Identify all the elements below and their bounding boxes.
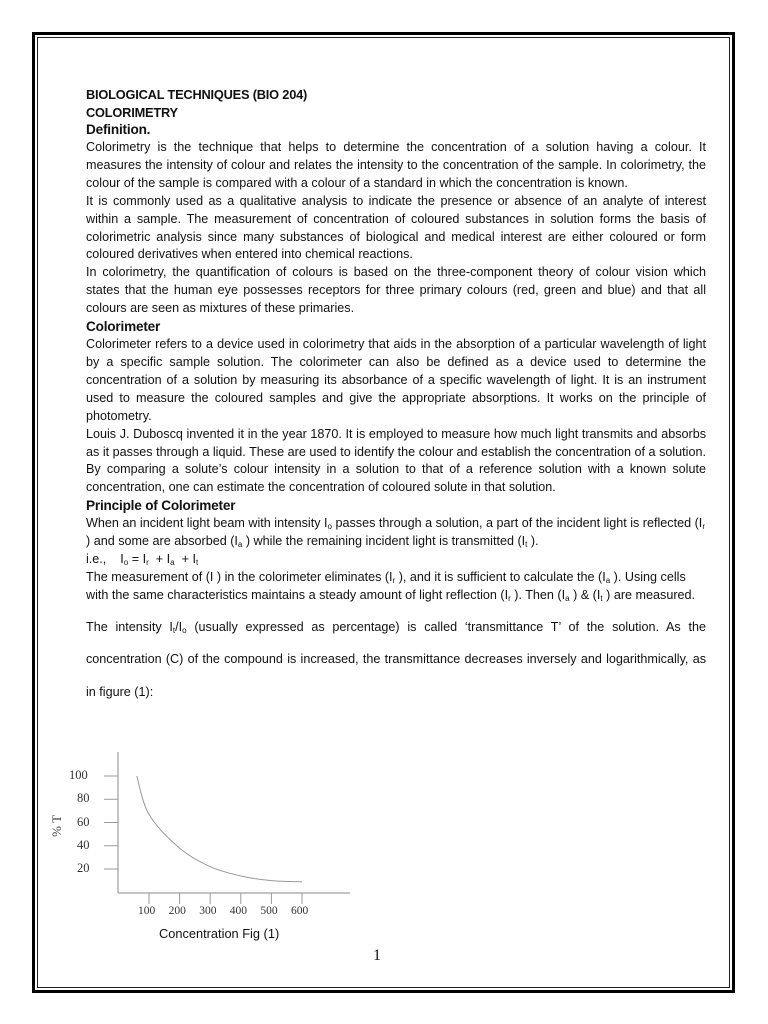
page-number: 1 xyxy=(373,947,381,964)
x-tick-label: 500 xyxy=(260,905,278,917)
subscript: r xyxy=(702,522,705,532)
subscript: t xyxy=(525,540,528,550)
section-heading-definition: Definition. xyxy=(86,122,151,137)
text-run: + I xyxy=(174,552,196,567)
x-tick-label: 400 xyxy=(229,905,248,917)
text-run: + I xyxy=(148,552,171,567)
subscript: a xyxy=(237,540,243,550)
text-run: ) are measured. xyxy=(602,587,696,602)
subscript: t xyxy=(600,593,603,603)
section-heading-colorimeter: Colorimeter xyxy=(86,319,161,335)
text-run: (usually expressed as percentage) is called ‘transmittance T’ of the solution. As the concentration (C) of the compound is increased, the transmittance decreases inversely and logarithmically, as in figure (1): xyxy=(86,619,706,699)
subscript: a xyxy=(170,558,175,568)
paragraph-principle-intro xyxy=(86,515,706,551)
subscript: a xyxy=(605,575,611,585)
subscript: o xyxy=(327,522,332,532)
document-title: BIOLOGICAL TECHNIQUES (BIO 204) xyxy=(86,87,308,102)
text-run: The measurement of (I ) in the colorimeter eliminates (I xyxy=(86,569,393,584)
text-run: ). Using cells with the same characteristics maintains a steady amount of light reflection (I xyxy=(86,569,686,602)
chart-plot-area xyxy=(40,752,370,952)
paragraph-measurement xyxy=(86,569,706,605)
x-tick-label: 600 xyxy=(291,905,309,917)
text-run: ), and it is sufficient to calculate the (I xyxy=(395,569,606,584)
text-run: ) & (I xyxy=(569,587,601,602)
text-run: i.e., I xyxy=(86,552,124,567)
paragraph: Colorimetry is the technique that helps to determine the concentration of a solution having a colour. It measures the intensity of colour and relates the intensity to the concentration of the sample. In colorimetry, the colour of the sample is compared with a colour of a standard in which the concentration is known. xyxy=(86,140,706,190)
text-run: The intensity I xyxy=(86,619,173,634)
text-run: When an incident light beam with intensity I xyxy=(86,516,328,531)
paragraph: It is commonly used as a qualitative analysis to indicate the presence or absence of an analyte of interest within a sample. The measurement of concentration of coloured substances in solution forms the basis of colorimetric analysis since many substances of biological and medical interest are either coloured or form coloured derivatives when entered into chemical reactions. xyxy=(86,193,706,262)
paragraph: In colorimetry, the quantification of colours is based on the three-component theory of colour vision which states that the human eye possesses receptors for three primary colours (red, green and blue) and that all colours are seen as mixtures of these primaries. xyxy=(86,265,706,316)
text-run: ). xyxy=(527,534,539,549)
x-axis-ticks xyxy=(149,893,302,904)
x-tick-label: 300 xyxy=(199,905,217,917)
transmittance-chart xyxy=(40,752,370,952)
paragraph: Colorimeter refers to a device used in colorimetry that aids in the absorption of a particular wavelength of light by a specific sample solution. The colorimeter can also be defined as a device used to determine the concentration of a solution by measuring its absorbance of a specific wavelength of light. It is an instrument used to measure the coloured samples and give the appropriate absorptions. It works on the principle of photometry. xyxy=(86,337,706,423)
subscript: r xyxy=(392,575,396,585)
paragraph: Louis J. Duboscq invented it in the year 1870. It is employed to measure how much light transmits and absorbs as it passes through a liquid. These are used to identify the colour and establish the concentration of a solution. By comparing a solute’s colour intensity in a solution to that of a reference solution with a known solute concentration, one can estimate the concentration of coloured solute in that solution. xyxy=(86,426,706,495)
text-run: passes through a solution, a part of the incident light is reflected (I xyxy=(331,516,703,531)
figure-caption: Concentration Fig (1) xyxy=(159,926,280,941)
paragraph-transmittance xyxy=(86,611,706,709)
text-run: /I xyxy=(175,619,183,634)
x-tick-label: 100 xyxy=(138,905,156,917)
x-tick-label: 200 xyxy=(168,905,186,917)
text-run: ). Then (I xyxy=(510,587,566,602)
subscript: r xyxy=(508,593,511,603)
text-run: = I xyxy=(128,552,147,567)
y-tick-label: 60 xyxy=(77,814,90,829)
subscript: t xyxy=(195,558,199,568)
subscript: o xyxy=(123,558,129,568)
y-tick-label: 20 xyxy=(77,861,90,875)
y-axis-label: % T xyxy=(48,815,64,837)
subscript: o xyxy=(182,625,187,635)
equation-line xyxy=(86,551,706,569)
y-tick-label: 40 xyxy=(77,837,90,852)
transmittance-curve xyxy=(137,776,302,882)
document-body xyxy=(86,86,706,708)
section-heading-principle: Principle of Colorimeter xyxy=(86,498,236,514)
text-run: ) and some are absorbed (I xyxy=(86,534,238,549)
text-run: ) while the remaining incident light is transmitted (I xyxy=(242,534,526,549)
y-tick-label: 80 xyxy=(77,791,90,806)
y-axis-ticks xyxy=(104,776,118,869)
subscript: t xyxy=(172,625,176,635)
subscript: r xyxy=(146,558,149,568)
subscript: a xyxy=(565,593,570,603)
document-subtitle: COLORIMETRY xyxy=(86,104,178,120)
y-tick-label: 100 xyxy=(69,768,88,782)
